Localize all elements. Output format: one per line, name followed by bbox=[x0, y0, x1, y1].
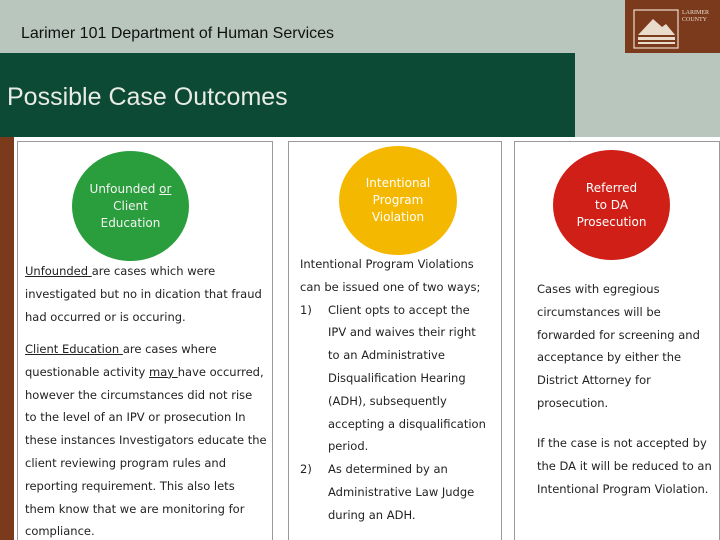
da-prosecution-circle bbox=[553, 150, 670, 260]
page-title: Possible Case Outcomes bbox=[7, 83, 288, 111]
unfounded-description: Unfounded are cases which were investigated but no in dication that fraud had occurred or is occuring. bbox=[25, 264, 262, 324]
unfounded-term: Unfounded bbox=[25, 264, 92, 278]
ipv-list-item-1: 1) Client opts to accept the IPV and waives their right to an Administrative Disqualification Hearing (ADH), subsequently accepting a disqualification period. bbox=[300, 302, 486, 454]
da-not-accepted-description: If the case is not accepted by the DA it will be reduced to an Intentional Program Violation. bbox=[537, 436, 712, 496]
da-referral-description: Cases with egregious circumstances will be forwarded for screening and acceptance by either the District Attorney for prosecution. bbox=[537, 282, 700, 410]
banner-side-block bbox=[575, 53, 720, 137]
ipv-circle-label: Intentional Program Violation bbox=[365, 176, 431, 224]
logo-wordmark: LARIMER COUNTY bbox=[682, 10, 709, 23]
mountain-logo-icon bbox=[633, 9, 679, 49]
ipv-description: Intentional Program Violations can be issued one of two ways; 1) Client opts to accept the IPV and waives their right to an Administrative Disqualification Hearing (ADH), subsequently accepting a disqualification period. 2) As determined by an Administrative Law Judge during an ADH. bbox=[300, 253, 486, 527]
client-education-term: Client Education bbox=[25, 342, 123, 356]
ipv-circle bbox=[339, 146, 457, 255]
accent-strip bbox=[0, 137, 14, 540]
unfounded-circle-label: Unfounded or Client Education bbox=[89, 181, 172, 230]
da-circle-label: Referred to DA Prosecution bbox=[576, 180, 647, 229]
client-education-description: Client Education are cases where questionable activity may have occurred, however the circumstances did not rise to the level of an IPV or prosecution In these instances Investigators educate the client reviewing program rules and reporting requirement. This also lets them know that we are monitoring for compliance. bbox=[25, 342, 267, 539]
county-logo bbox=[625, 0, 720, 53]
unfounded-circle bbox=[72, 151, 189, 261]
header-bar bbox=[0, 0, 720, 53]
organization-title: Larimer 101 Department of Human Services bbox=[21, 25, 335, 42]
ipv-list-item-2: 2) As determined by an Administrative Law Judge during an ADH. bbox=[300, 462, 475, 522]
